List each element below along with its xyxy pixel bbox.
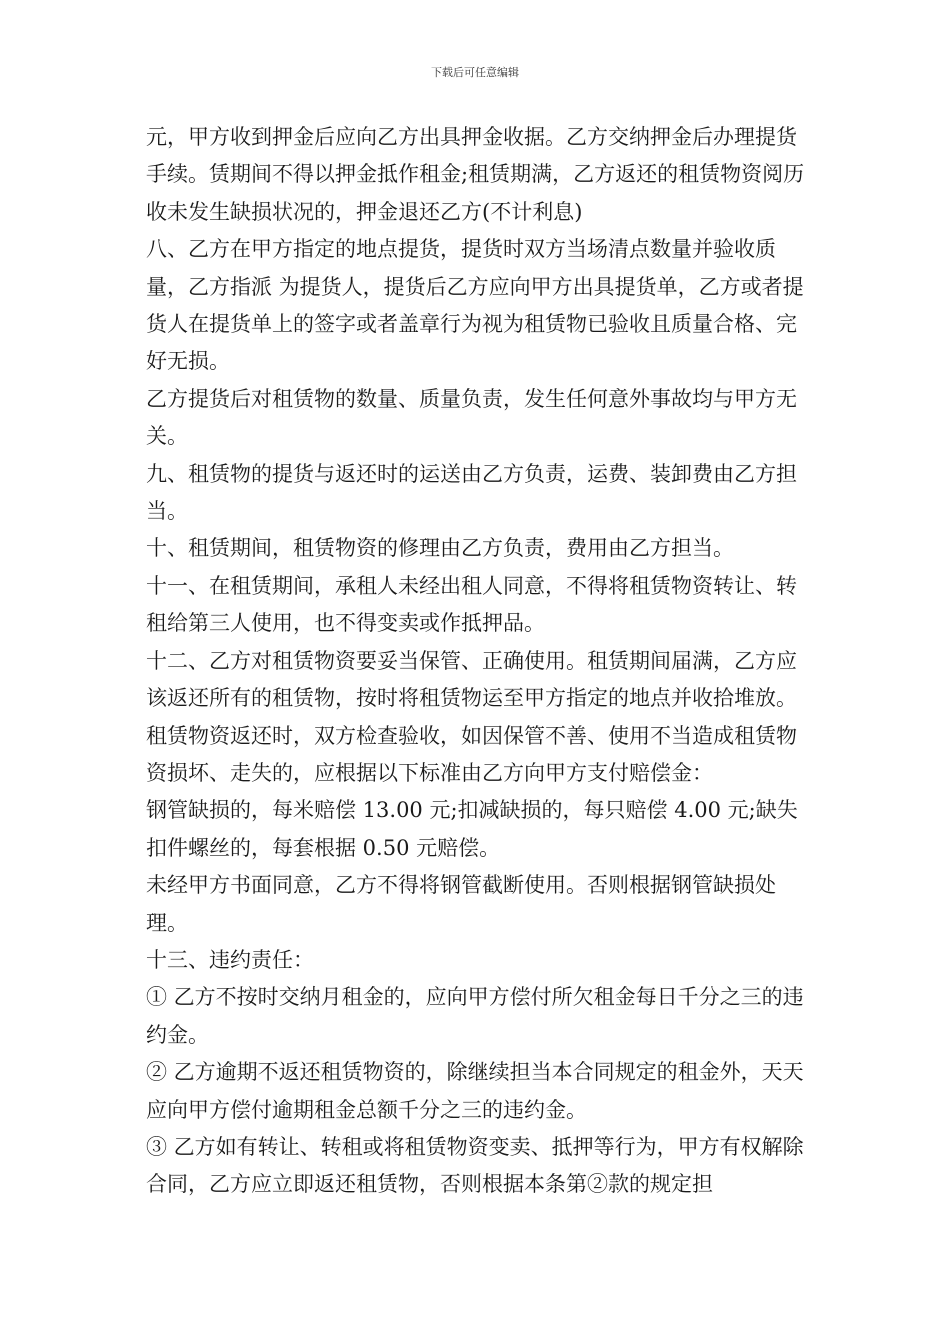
paragraph-article-8: 八、乙方在甲方指定的地点提货，提货时双方当场清点数量并验收质量，乙方指派 为提货人，提货后乙方应向甲方出具提货单，乙方或者提货人在提货单上的签字或者盖章行为视为租赁物已验收且质量合格、完好无损。 bbox=[146, 237, 804, 374]
paragraph-pickup-responsibility: 乙方提货后对租赁物的数量、质量负责，发生任何意外事故均与甲方无关。 bbox=[146, 386, 797, 449]
paragraph-no-cutting: 未经甲方书面同意，乙方不得将钢管截断使用。否则根据钢管缺损处理。 bbox=[146, 873, 776, 935]
paragraph-article-11: 十一、在租赁期间，承租人未经出租人同意，不得将租赁物资转让、转租给第三人使用，也不得变卖或作抵押品。 bbox=[146, 573, 797, 636]
paragraph-clause-1: ① 乙方不按时交纳月租金的，应向甲方偿付所欠租金每日千分之三的违约金。 bbox=[146, 985, 804, 1047]
paragraph-article-10: 十、租赁期间，租赁物资的修理由乙方负责，费用由乙方担当。 bbox=[146, 536, 734, 561]
document-body bbox=[146, 119, 810, 1204]
paragraph-clause-2: ② 乙方逾期不返还租赁物资的，除继续担当本合同规定的租金外，天天应向甲方偿付逾期租金总额千分之三的违约金。 bbox=[146, 1060, 804, 1122]
paragraph-article-12: 十二、乙方对租赁物资要妥当保管、正确使用。租赁期间届满，乙方应该返还所有的租赁物，按时将租赁物运至甲方指定的地点并收拾堆放。租赁物资返还时，双方检查验收，如因保管不善、使用不当造成租赁物资损坏、走失的，应根据以下标准由乙方向甲方支付赔偿金： bbox=[146, 648, 797, 785]
paragraph-deposit: 元，甲方收到押金后应向乙方出具押金收据。乙方交纳押金后办理提货手续。赁期间不得以押金抵作租金;租赁期满，乙方返还的租赁物资阅历收未发生缺损状况的，押金退还乙方(不计利息) bbox=[146, 125, 805, 224]
paragraph-article-13-heading: 十三、违约责任： bbox=[146, 947, 314, 972]
paragraph-article-9: 九、租赁物的提货与返还时的运送由乙方负责，运费、装卸费由乙方担当。 bbox=[146, 461, 797, 524]
paragraph-compensation-rates: 钢管缺损的，每米赔偿 13.00 元;扣减缺损的，每只赔偿 4.00 元;缺失扣件螺丝的，每套根据 0.50 元赔偿。 bbox=[146, 798, 798, 860]
page-header: 下载后可任意编辑 bbox=[431, 66, 519, 79]
paragraph-clause-3: ③ 乙方如有转让、转租或将租赁物资变卖、抵押等行为，甲方有权解除合同，乙方应立即返还租赁物，否则根据本条第②款的规定担 bbox=[146, 1134, 804, 1197]
